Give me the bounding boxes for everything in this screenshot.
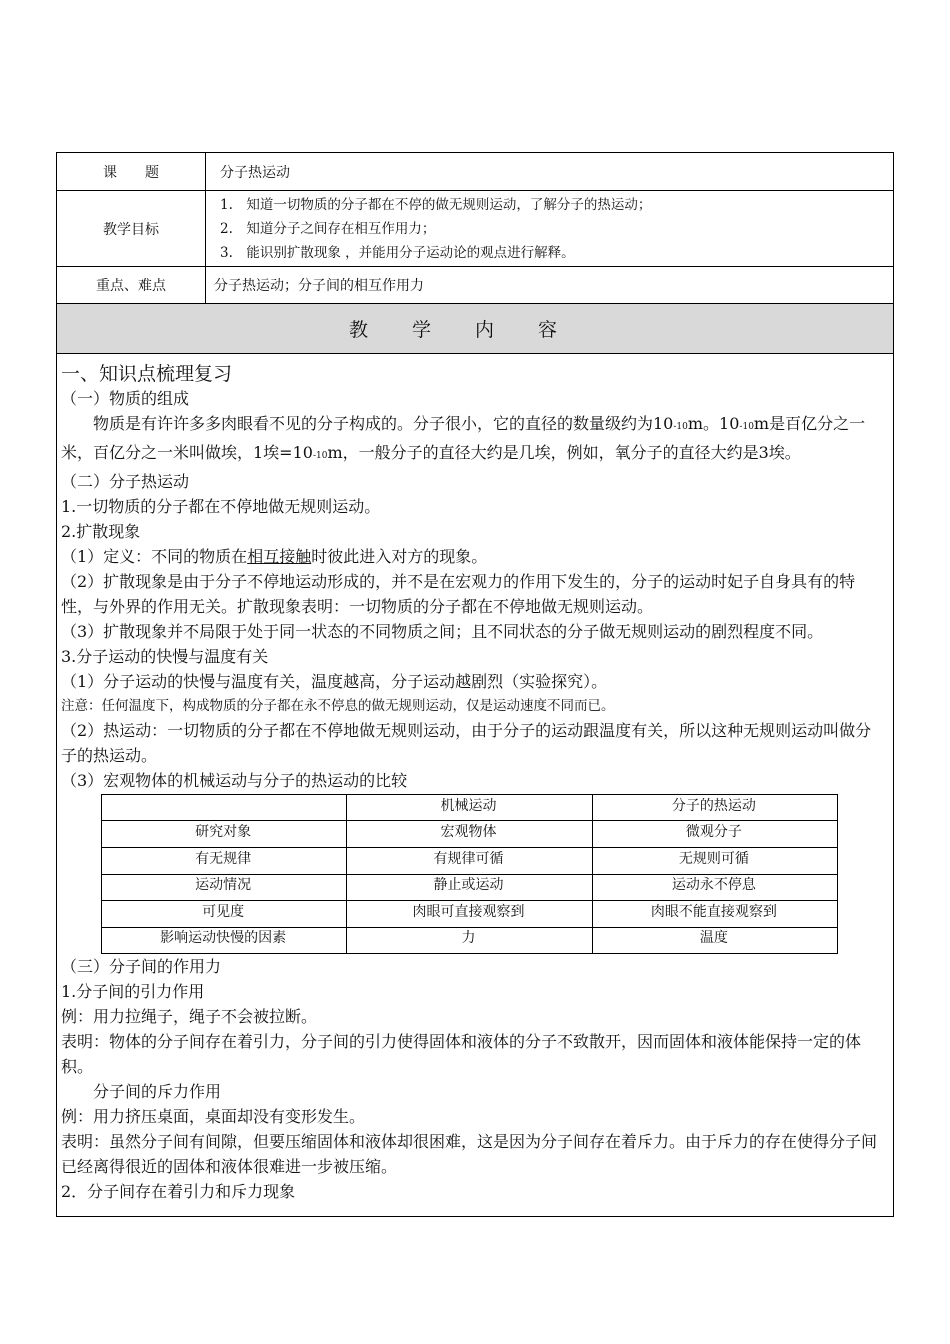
list-item: 3.分子运动的快慢与温度有关 (61, 646, 269, 666)
paragraph: （3）扩散现象并不局限于处于同一状态的不同物质之间；且不同状态的分子做无规则运动的剧烈程度不同。 (61, 621, 824, 641)
lesson-plan (56, 152, 894, 1217)
list-item: 1.分子间的引力作用 (61, 982, 205, 1002)
key-row (57, 267, 894, 304)
table-cell: 运动永不停息 (592, 874, 837, 901)
table-cell: 肉眼可直接观察到 (347, 901, 592, 928)
banner-row (57, 304, 894, 354)
goal-item: 2. 知道分子之间存在相互作用力； (220, 220, 436, 237)
list-item: 2.扩散现象 (61, 521, 141, 541)
table-cell: 研究对象 (102, 821, 347, 848)
topic-row (57, 153, 894, 191)
list-item: 1.一切物质的分子都在不停地做无规则运动。 (61, 496, 381, 516)
goal-item: 3. 能识别扩散现象 ，并能用分子运动论的观点进行解释。 (220, 244, 575, 261)
paragraph: 表明：物体的分子间存在着引力，分子间的引力使得固体和液体的分子不致散开，因而固体和液体能保持一定的体积。 (61, 1032, 862, 1077)
table-cell: 微观分子 (592, 821, 837, 848)
table-cell: 分子的热运动 (592, 794, 837, 821)
table-row (102, 847, 838, 874)
example: 例：用力拉绳子，绳子不会被拉断。 (61, 1007, 318, 1027)
content-row (57, 354, 894, 1217)
paragraph: （2）扩散现象是由于分子不停地运动形成的，并不是在宏观力的作用下发生的，分子的运动时妃子自身具有的特性，与外界的作用无关。扩散现象表明：一切物质的分子都在不停地做无规则运动。 (61, 571, 856, 616)
content-body (61, 362, 887, 1205)
example: 例：用力挤压桌面，桌面却没有变形发生。 (61, 1107, 366, 1127)
lesson-table (56, 152, 894, 1217)
part-title: （三）分子间的作用力 (61, 957, 222, 977)
table-cell: 无规则可循 (592, 847, 837, 874)
underlined-term: 相互接触 (247, 546, 312, 566)
content-banner: 教学内容 (57, 304, 894, 354)
list-item: 分子间的斥力作用 (93, 1082, 222, 1102)
table-cell: 宏观物体 (347, 821, 592, 848)
key-value: 分子热运动；分子间的相互作用力 (206, 267, 894, 304)
part-title: （二）分子热运动 (61, 471, 190, 491)
paragraph: （1）分子运动的快慢与温度有关，温度越高，分子运动越剧烈（实验探究）。 (61, 671, 608, 691)
table-cell: 有规律可循 (347, 847, 592, 874)
note: 注意：任何温度下，构成物质的分子都在永不停息的做无规则运动，仅是运动速度不同而已。 (61, 697, 615, 714)
definition: （1）定义：不同的物质在相互接触时彼此进入对方的现象。 (61, 546, 488, 566)
table-row (102, 874, 838, 901)
table-cell: 温度 (592, 927, 837, 954)
table-cell: 可见度 (102, 901, 347, 928)
key-label: 重点、难点 (57, 267, 206, 304)
paragraph: （3）宏观物体的机械运动与分子的热运动的比较 (61, 770, 408, 790)
topic-value: 分子热运动 (206, 153, 894, 191)
paragraph: （2）热运动：一切物质的分子都在不停地做无规则运动，由于分子的运动跟温度有关，所以这种无规则运动叫做分子的热运动。 (61, 720, 872, 765)
table-header-row (102, 794, 838, 821)
table-cell: 运动情况 (102, 874, 347, 901)
goals-row (57, 191, 894, 267)
goals-label: 教学目标 (57, 191, 206, 267)
table-cell: 有无规律 (102, 847, 347, 874)
list-item: 2．分子间存在着引力和斥力现象 (61, 1182, 296, 1202)
section-title: 一、知识点梳理复习 (61, 362, 233, 385)
table-cell (102, 794, 347, 821)
table-cell: 机械运动 (347, 794, 592, 821)
table-row (102, 821, 838, 848)
paragraph: 表明：虽然分子间有间隙，但要压缩固体和液体却很困难，这是因为分子间存在着斥力。由于斥力的存在使得分子间已经离得很近的固体和液体很难进一步被压缩。 (61, 1132, 878, 1177)
table-cell: 影响运动快慢的因素 (102, 927, 347, 954)
table-row (102, 927, 838, 954)
paragraph: 物质是有许许多多肉眼看不见的分子构成的。分子很小，它的直径的数量级约为10-10m。10-10m是百亿分之一米，百亿分之一米叫做埃，1埃=10-10m，一般分子的直径大约是几埃，例如，氧分子的直径大约是3埃。 (61, 413, 866, 462)
goal-item: 1. 知道一切物质的分子都在不停的做无规则运动，了解分子的热运动； (220, 196, 652, 213)
part-title: （一）物质的组成 (61, 388, 190, 408)
table-row (102, 901, 838, 928)
topic-label: 课 题 (57, 153, 206, 191)
comparison-table (101, 794, 838, 955)
table-cell: 静止或运动 (347, 874, 592, 901)
table-cell: 肉眼不能直接观察到 (592, 901, 837, 928)
table-cell: 力 (347, 927, 592, 954)
goals-list (214, 193, 893, 265)
